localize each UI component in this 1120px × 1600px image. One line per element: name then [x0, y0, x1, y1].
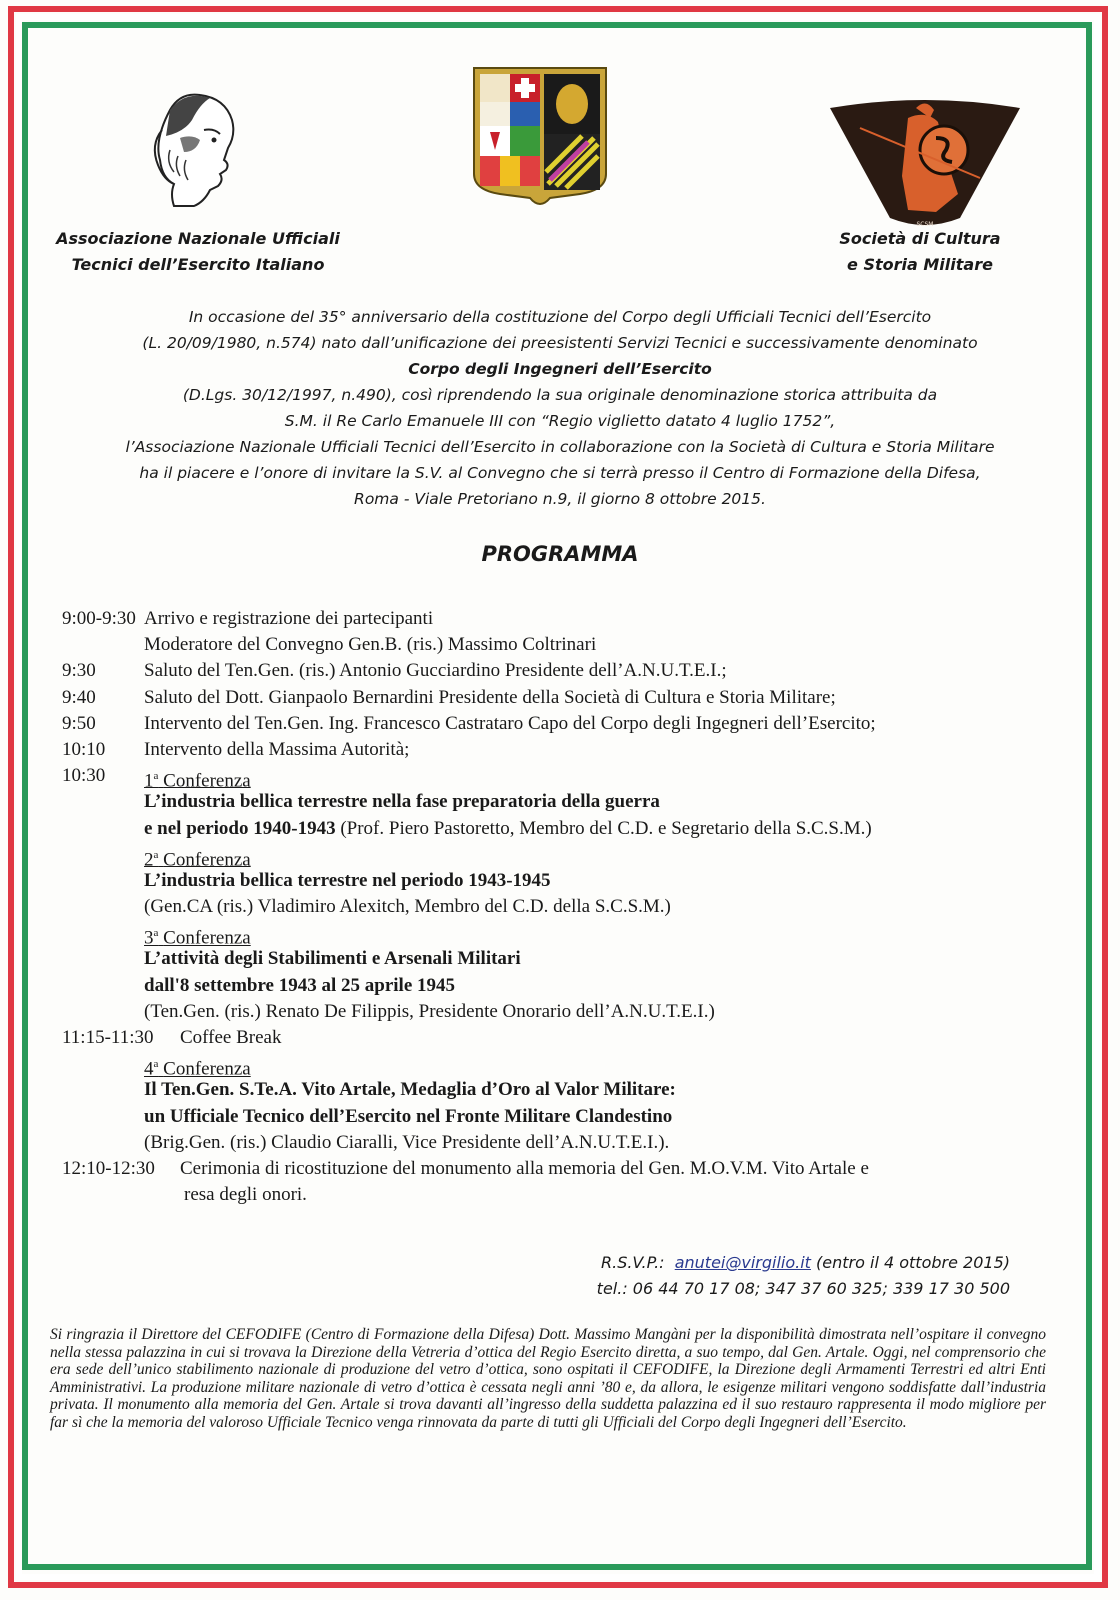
program-row	[62, 894, 1072, 920]
program-row	[62, 1051, 1072, 1080]
program-row	[62, 946, 1072, 972]
scsm-hoplite-logo	[830, 98, 1020, 230]
time: 9:50	[62, 712, 96, 734]
intro-line: In occasione del 35° anniversario della costituzione del Corpo degli Ufficiali Tecnici dell’Esercito	[188, 308, 932, 326]
conf-word: Conferenza	[163, 770, 251, 792]
rsvp-block	[560, 1250, 1010, 1302]
program-row	[62, 763, 1072, 792]
anutei-helmet-logo	[140, 90, 250, 210]
intro-line	[60, 356, 1060, 382]
left-org-line1: Associazione Nazionale Ufficiali	[56, 229, 340, 248]
program-row	[62, 816, 1072, 842]
description: resa degli onori.	[184, 1184, 307, 1206]
description: Moderatore del Convegno Gen.B. (ris.) Massimo Coltrinari	[144, 634, 597, 656]
ordinal: a	[153, 927, 159, 940]
program-row	[62, 1104, 1072, 1130]
program-schedule	[62, 606, 1072, 1208]
conference-title: un Ufficiale Tecnico dell’Esercito nel Fronte Militare Clandestino	[144, 1105, 673, 1127]
speaker: (Brig.Gen. (ris.) Claudio Ciaralli, Vice Presidente dell’A.N.U.T.E.I.).	[144, 1131, 670, 1153]
rsvp-deadline: (entro il 4 ottobre 2015)	[816, 1253, 1010, 1272]
conference-title: L’attività degli Stabilimenti e Arsenali Militari	[144, 948, 521, 970]
right-org-line2: e Storia Militare	[847, 255, 993, 274]
acknowledgement-paragraph: Si ringrazia il Direttore del CEFODIFE (Centro di Formazione della Difesa) Dott. Massimo Mangàni per la disponibilità dimostrata nell’ospitare il convegno nella stessa palazzina in cui si trovava la Direzione della Vetreria d’ottica del Regio Esercito diretta, a suo tempo, dal Gen. Artale. Oggi, nel comprensorio che era sede dell’unico stabilimento nazionale di produzione del vetro d’ottica, sono ospitati il CEFODIFE, la Direzione degli Armamenti Terrestri ed altri Enti Amministrativi. La produzione militare nazionale di vetro d’ottica è cessata negli anni ’80 e, da allora, le esigenze militari vengono soddisfatte dall’industria privata. Il monumento alla memoria del Gen. Artale si trova davanti all’ingresso della suddetta palazzina ed il suo restauro rappresenta il modo migliore per far sì che la memoria del valoroso Ufficiale Tecnico venga rinnovata da parte di tutti gli Ufficiali del Corpo degli Ingegneri dell’Esercito.	[50, 1326, 1046, 1431]
program-row	[62, 737, 1072, 763]
corps-name: Corpo degli Ingegneri dell’Esercito	[408, 360, 712, 378]
program-row	[62, 920, 1072, 949]
left-org-line2: Tecnici dell’Esercito Italiano	[71, 255, 325, 274]
program-row	[62, 685, 1072, 711]
conf-number: 3	[144, 927, 154, 949]
conference-title: L’industria bellica terrestre nella fase preparatoria della guerra	[144, 791, 660, 813]
program-row	[62, 632, 1072, 658]
conference-title: Il Ten.Gen. S.Te.A. Vito Artale, Medaglia d’Oro al Valor Militare:	[144, 1079, 676, 1101]
intro-line: (L. 20/09/1980, n.574) nato dall’unificazione dei preesistenti Servizi Tecnici e successivamente denominato	[142, 334, 978, 352]
right-organization-name	[820, 226, 1020, 278]
time: 10:30	[62, 765, 106, 787]
time: 12:10-12:30	[62, 1157, 155, 1179]
speaker: (Gen.CA (ris.) Vladimiro Alexitch, Membro del C.D. della S.C.S.M.)	[144, 896, 671, 918]
invitation-text	[60, 304, 1060, 512]
ordinal: a	[153, 770, 159, 783]
program-row	[62, 842, 1072, 871]
right-org-line1: Società di Cultura	[839, 229, 1001, 248]
telephone-line: tel.: 06 44 70 17 08; 347 37 60 325; 339 17 30 500	[596, 1279, 1010, 1298]
time: 9:30	[62, 660, 96, 682]
program-row	[62, 658, 1072, 684]
program-row	[62, 1182, 1072, 1208]
conf-word: Conferenza	[163, 927, 251, 949]
program-row	[62, 1156, 1072, 1182]
left-organization-name	[48, 226, 348, 278]
description: Arrivo e registrazione dei partecipanti	[144, 608, 434, 629]
intro-line: S.M. il Re Carlo Emanuele III con “Regio viglietto datato 4 luglio 1752”,	[284, 412, 836, 430]
description: Saluto del Dott. Gianpaolo Bernardini Presidente della Società di Cultura e Storia Militare;	[144, 686, 836, 708]
conf-word: Conferenza	[163, 849, 251, 871]
conference-title-speaker	[144, 816, 872, 842]
time: 9:40	[62, 686, 96, 708]
program-row	[62, 868, 1072, 894]
program-row	[62, 1130, 1072, 1156]
rsvp-line	[560, 1250, 1010, 1276]
email-link[interactable]: anutei@virgilio.it	[674, 1253, 811, 1272]
program-row	[62, 999, 1072, 1025]
speaker: (Ten.Gen. (ris.) Renato De Filippis, Presidente Onorario dell’A.N.U.T.E.I.)	[144, 1000, 715, 1022]
description: Intervento del Ten.Gen. Ing. Francesco Castrataro Capo del Corpo degli Ingegneri dell’Esercito;	[144, 712, 876, 734]
program-row	[62, 711, 1072, 737]
programma-heading: PROGRAMMA	[481, 542, 639, 566]
conf-word: Conferenza	[163, 1058, 251, 1080]
conf-number: 2	[144, 849, 154, 871]
ordinal: a	[153, 848, 159, 861]
conference-title: L’industria bellica terrestre nel periodo 1943-1945	[144, 869, 551, 891]
time: 11:15-11:30	[62, 1027, 154, 1048]
conf-number: 4	[144, 1058, 154, 1080]
rsvp-label: R.S.V.P.:	[600, 1253, 665, 1272]
corps-coat-of-arms	[470, 64, 610, 214]
intro-line: Roma - Viale Pretoriano n.9, il giorno 8 ottobre 2015.	[354, 490, 766, 508]
program-row	[62, 973, 1072, 999]
conf-number: 1	[144, 770, 154, 792]
description: Intervento della Massima Autorità;	[144, 738, 410, 760]
program-row	[62, 1077, 1072, 1103]
description: Saluto del Ten.Gen. (ris.) Antonio Gucciardino Presidente dell’A.N.U.T.E.I.;	[144, 660, 727, 682]
program-row	[62, 606, 1072, 632]
intro-line: l’Associazione Nazionale Ufficiali Tecnici dell’Esercito in collaborazione con la Società di Cultura e Storia Militare	[125, 438, 995, 456]
time: 9:00-9:30	[62, 608, 136, 629]
intro-line: (D.Lgs. 30/12/1997, n.490), così riprendendo la sua originale denominazione storica attribuita da	[182, 386, 938, 404]
conference-title: dall'8 settembre 1943 al 25 aprile 1945	[144, 974, 456, 996]
program-row	[62, 789, 1072, 815]
conference-title: e nel periodo 1940-1943	[144, 817, 336, 839]
intro-line: ha il piacere e l’onore di invitare la S.V. al Convegno che si terrà presso il Centro di Formazione della Difesa,	[139, 464, 981, 482]
speaker: (Prof. Piero Pastoretto, Membro del C.D. e Segretario della S.C.S.M.)	[340, 817, 872, 839]
scsm-caption: SCSM	[916, 221, 934, 228]
program-row	[62, 1025, 1072, 1051]
description: Coffee Break	[180, 1027, 282, 1048]
ordinal: a	[153, 1058, 159, 1071]
description: Cerimonia di ricostituzione del monumento alla memoria del Gen. M.O.V.M. Vito Artale e	[180, 1157, 869, 1179]
time: 10:10	[62, 738, 106, 760]
